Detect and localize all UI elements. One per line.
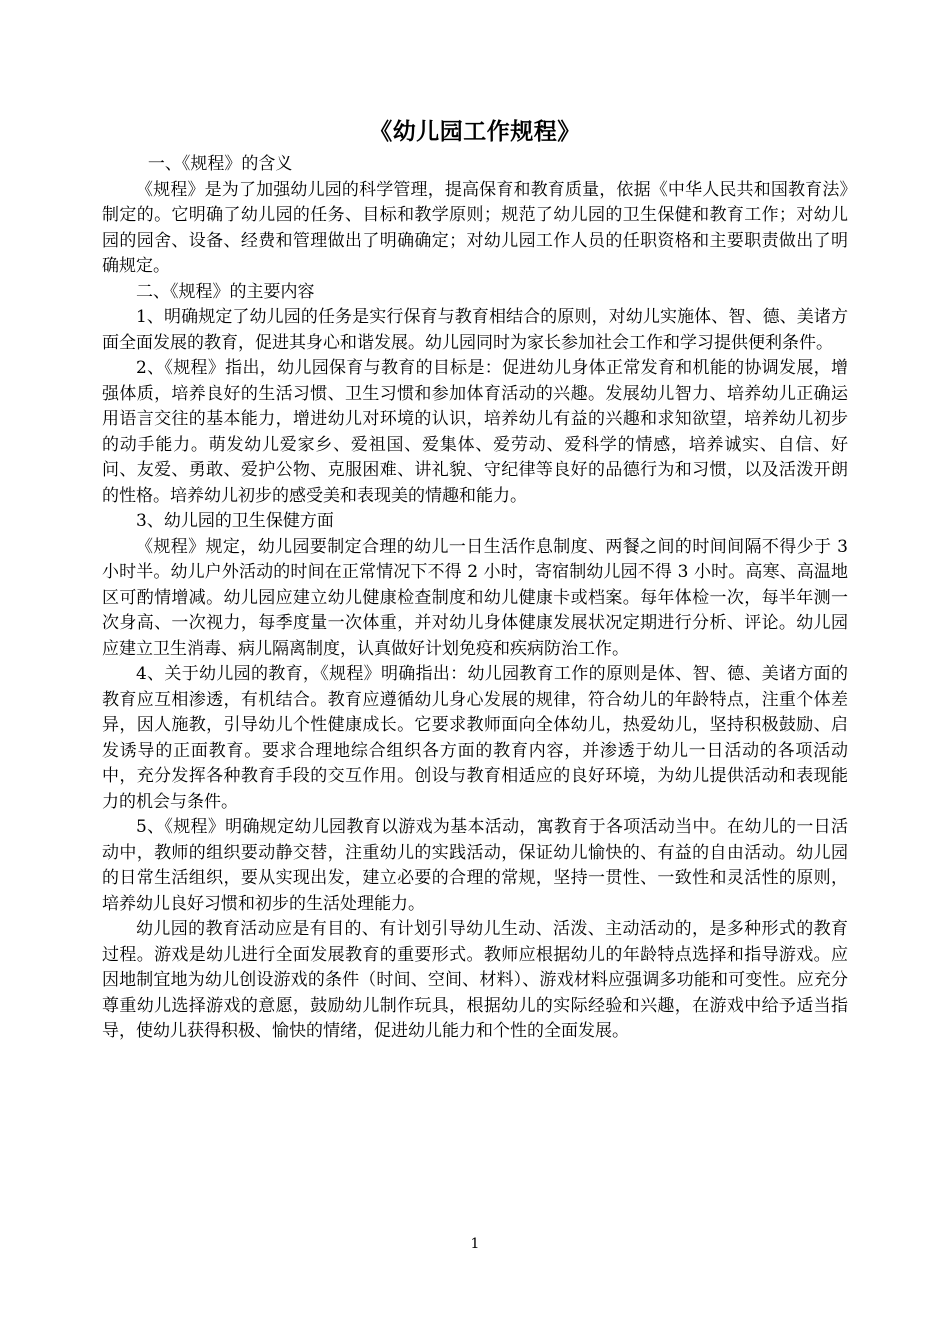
- paragraph-item-3-heading: 3、幼儿园的卫生保健方面: [136, 511, 334, 531]
- paragraph-definition: 《规程》是为了加强幼儿园的科学管理，提高保育和教育质量，依据《中华人民共和国教育法》制定的。它明确了幼儿园的任务、目标和教学原则；规范了幼儿园的卫生保健和教育工作；对幼儿园的园舍、设备、经费和管理做出了明确确定；对幼儿园工作人员的任职资格和主要职责做出了明确规定。: [102, 179, 848, 276]
- document-body: [102, 112, 848, 1045]
- paragraph-education-activities: 幼儿园的教育活动应是有目的、有计划引导幼儿生动、活泼、主动活动的，是多种形式的教育过程。游戏是幼儿进行全面发展教育的重要形式。教师应根据幼儿的年龄特点选择和指导游戏。应因地制宜地为幼儿创设游戏的条件（时间、空间、材料）、游戏材料应强调多功能和可变性。应充分尊重幼儿选择游戏的意愿，鼓励幼儿制作玩具，根据幼儿的实际经验和兴趣，在游戏中给予适当指导，使幼儿获得积极、愉快的情绪，促进幼儿能力和个性的全面发展。: [102, 919, 848, 1041]
- paragraph-item-5: 5、《规程》明确规定幼儿园教育以游戏为基本活动，寓教育于各项活动当中。在幼儿的一日活动中，教师的组织要动静交替，注重幼儿的实践活动，保证幼儿愉快的、有益的自由活动。幼儿园的日常生活组织，要从实现出发，建立必要的合理的常规，坚持一贯性、一致性和灵活性的原则，培养幼儿良好习惯和初步的生活处理能力。: [102, 817, 848, 914]
- paragraph-item-1: 1、明确规定了幼儿园的任务是实行保育与教育相结合的原则，对幼儿实施体、智、德、美诸方面全面发展的教育，促进其身心和谐发展。幼儿园同时为家长参加社会工作和学习提供便利条件。: [102, 307, 848, 353]
- paragraph-health-care: 《规程》规定，幼儿园要制定合理的幼儿一日生活作息制度、两餐之间的时间间隔不得少于 3 小时半。幼儿户外活动的时间在正常情况下不得 2 小时，寄宿制幼儿园不得 3 小时。高寒、高温地区可酌情增减。幼儿园应建立幼儿健康检查制度和幼儿健康卡或档案。每年体检一次，每半年测一次身高、一次视力，每季度量一次体重，并对幼儿身体健康发展状况定期进行分析、评论。幼儿园应建立卫生消毒、病儿隔离制度，认真做好计划免疫和疾病防治工作。: [102, 536, 848, 659]
- page-number: 1: [470, 1236, 480, 1252]
- document-title: 《幼儿园工作规程》: [369, 118, 581, 145]
- section-heading-meaning: 一、《规程》的含义: [147, 154, 293, 174]
- paragraph-item-2: 2、《规程》指出，幼儿园保育与教育的目标是：促进幼儿身体正常发育和机能的协调发展，增强体质，培养良好的生活习惯、卫生习惯和参加体育活动的兴趣。发展幼儿智力、培养幼儿正确运用语言交往的基本能力，增进幼儿对环境的认识，培养幼儿有益的兴趣和求知欲望，培养幼儿初步的动手能力。萌发幼儿爱家乡、爱祖国、爱集体、爱劳动、爱科学的情感，培养诚实、自信、好问、友爱、勇敢、爱护公物、克服困难、讲礼貌、守纪律等良好的品德行为和习惯，以及活泼开朗的性格。培养幼儿初步的感受美和表现美的情趣和能力。: [102, 358, 848, 506]
- paragraph-item-4: 4、关于幼儿园的教育，《规程》明确指出：幼儿园教育工作的原则是体、智、德、美诸方面的教育应互相渗透，有机结合。教育应遵循幼儿身心发展的规律，符合幼儿的年龄特点，注重个体差异，因人施教，引导幼儿个性健康成长。它要求教师面向全体幼儿，热爱幼儿，坚持积极鼓励、启发诱导的正面教育。要求合理地综合组织各方面的教育内容，并渗透于幼儿一日活动的各项活动中，充分发挥各种教育手段的交互作用。创设与教育相适应的良好环境，为幼儿提供活动和表现能力的机会与条件。: [102, 664, 848, 812]
- section-heading-main-content: 二、《规程》的主要内容: [136, 281, 315, 302]
